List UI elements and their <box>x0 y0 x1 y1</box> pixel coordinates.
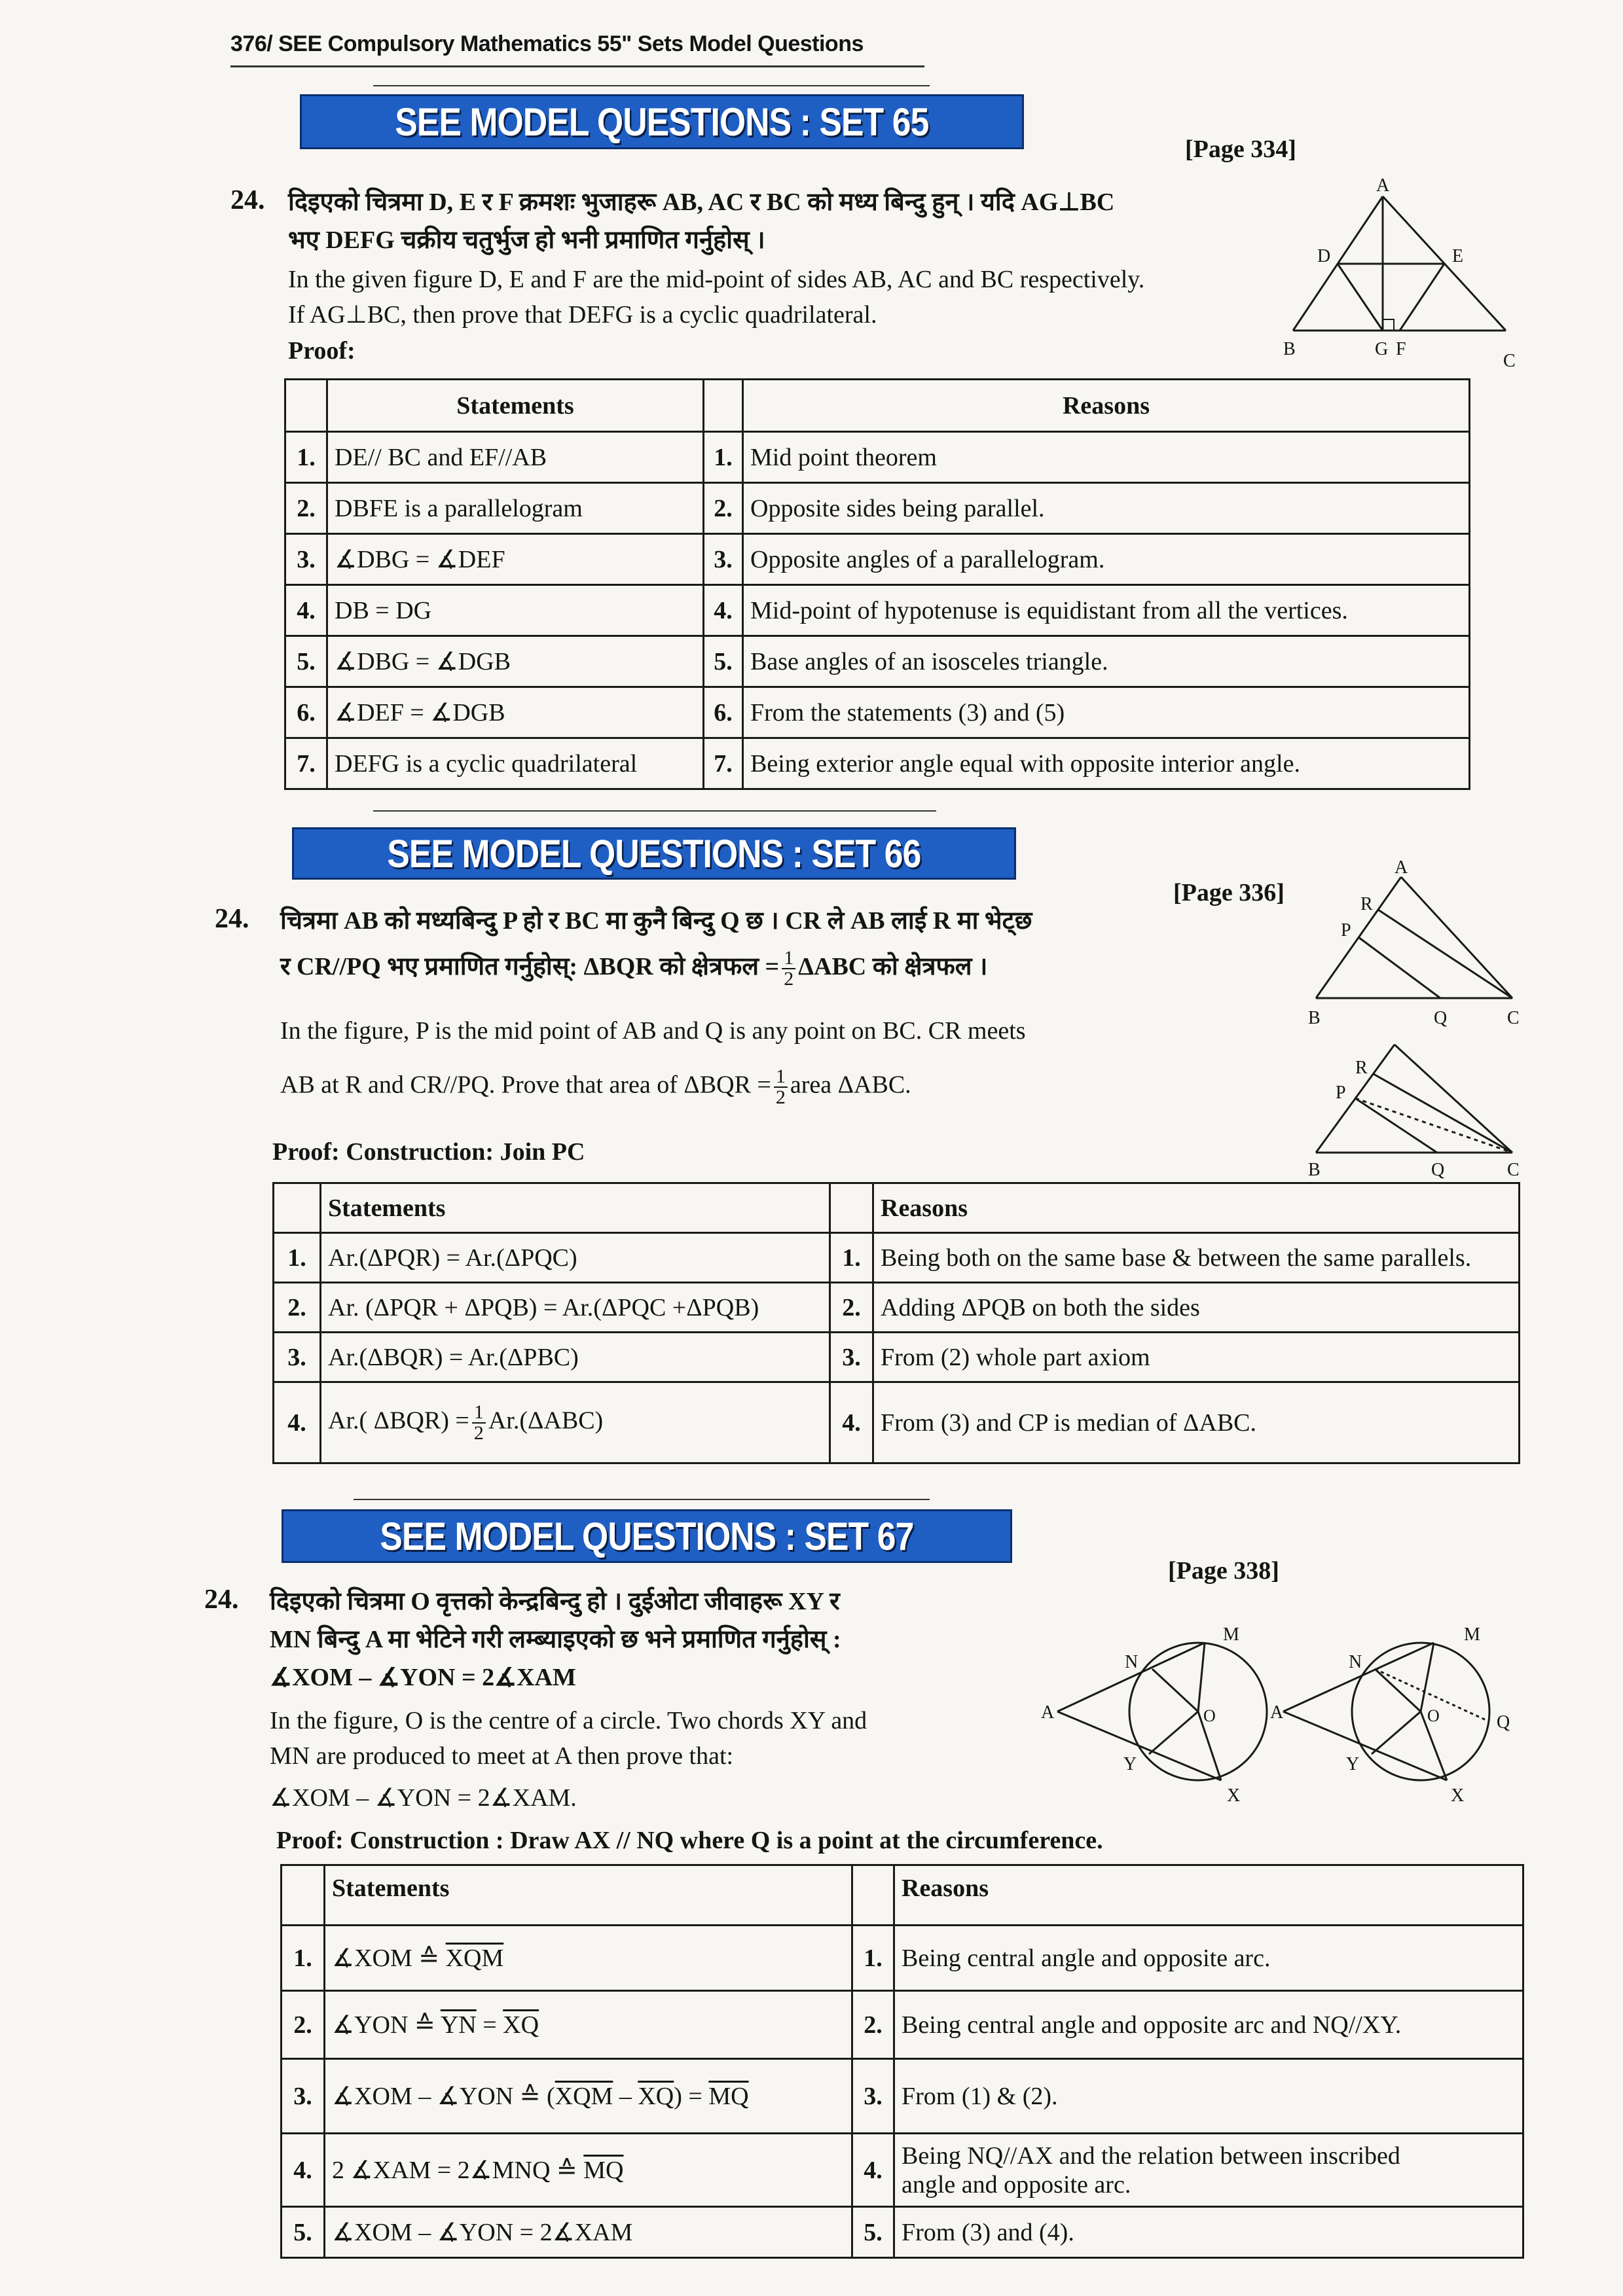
reason-cell: Opposite sides being parallel. <box>743 483 1470 534</box>
set-67-figure-1 <box>1041 1623 1277 1813</box>
set-66-english-line: In the figure, P is the mid point of AB and Q is any point on BC. CR meets <box>280 1017 1026 1045</box>
set-67-proof-label: Proof: Construction : Draw AX // NQ where Q is a point at the circumference. <box>276 1827 1103 1854</box>
figure-segment-rc <box>1378 910 1512 998</box>
table-row <box>285 534 1470 585</box>
set-67-page-ref: [Page 338] <box>1168 1557 1279 1585</box>
row-number: 4. <box>282 2134 325 2207</box>
statement-cell: ∡XOM – ∡YON = 2∡XAM <box>325 2207 852 2258</box>
set-67-proof-table <box>280 1864 1524 2259</box>
figure-line-ax <box>1057 1712 1221 1780</box>
table-row <box>274 1382 1520 1463</box>
set-66-question-number: 24. <box>215 904 249 934</box>
figure-radius-on <box>1375 1669 1421 1712</box>
row-number: 5. <box>852 2207 894 2258</box>
row-number: 7. <box>285 738 327 789</box>
figure-label: E <box>1452 246 1464 266</box>
set-66-banner: SEE MODEL QUESTIONS : SET 66 <box>292 827 1016 880</box>
reason-cell: Being both on the same base & between the same parallels. <box>873 1233 1520 1283</box>
table-row <box>285 687 1470 738</box>
table-row <box>274 1233 1520 1283</box>
statement-cell: DB = DG <box>327 585 704 636</box>
figure-label: P <box>1336 1083 1346 1103</box>
table-header-row <box>282 1865 1523 1926</box>
reason-cell: From the statements (3) and (5) <box>743 687 1470 738</box>
table-row <box>285 432 1470 483</box>
set-67-english-line: MN are produced to meet at A then prove that: <box>270 1742 734 1770</box>
row-number: 4. <box>704 585 743 636</box>
statement-cell: ∡DEF = ∡DGB <box>327 687 704 738</box>
set-65-question-number: 24. <box>230 185 265 215</box>
set-66-page-ref: [Page 336] <box>1173 879 1285 906</box>
set-67-figure-2 <box>1270 1623 1525 1813</box>
divider <box>354 1499 930 1500</box>
row-number: 1. <box>852 1926 894 1991</box>
table-row <box>282 2207 1523 2258</box>
reason-cell: Being central angle and opposite arc and NQ//XY. <box>894 1991 1523 2059</box>
row-number: 1. <box>285 432 327 483</box>
set-66-english-line: AB at R and CR//PQ. Prove that area of ΔBQR = $\frac{1}{2}$ area ΔABC. <box>280 1066 911 1108</box>
row-number: 4. <box>285 585 327 636</box>
set-65-nepali-line: भए DEFG चक्रीय चतुर्भुज हो भनी प्रमाणित गर्नुहोस् । <box>288 226 765 254</box>
row-number: 2. <box>285 483 327 534</box>
row-number: 5. <box>282 2207 325 2258</box>
table-row <box>282 1926 1523 1991</box>
reasons-header: Reasons <box>894 1865 1523 1926</box>
reason-cell: Base angles of an isosceles triangle. <box>743 636 1470 687</box>
statements-header: Statements <box>327 380 704 432</box>
figure-segment-ef <box>1400 264 1444 331</box>
set-65-proof-label: Proof: <box>288 337 356 365</box>
figure-label: X <box>1227 1785 1241 1806</box>
statement-cell: Ar. (ΔPQR + ΔPQB) = Ar.(ΔPQC +ΔPQB) <box>321 1283 830 1333</box>
figure-label: P <box>1341 920 1351 941</box>
figure-label: Q <box>1431 1160 1445 1180</box>
figure-label: R <box>1360 894 1373 914</box>
row-number: 5. <box>285 636 327 687</box>
reason-cell: Mid-point of hypotenuse is equidistant from all the vertices. <box>743 585 1470 636</box>
row-number: 6. <box>704 687 743 738</box>
statement-cell: DBFE is a parallelogram <box>327 483 704 534</box>
set-65-page-ref: [Page 334] <box>1185 135 1296 163</box>
figure-radius-om <box>1198 1643 1205 1712</box>
figure-label: Y <box>1123 1754 1137 1774</box>
row-number: 2. <box>852 1991 894 2059</box>
row-number: 4. <box>852 2134 894 2207</box>
row-number: 5. <box>704 636 743 687</box>
row-number: 4. <box>830 1382 873 1463</box>
table-header-row <box>285 380 1470 432</box>
row-number: 1. <box>274 1233 321 1283</box>
figure-label: A <box>1376 177 1390 196</box>
reason-cell: Being NQ//AX and the relation between inscribed angle and opposite arc. <box>894 2134 1523 2207</box>
set-67-nepali-line: दिइएको चित्रमा O वृत्तको केन्द्रबिन्दु हो । दुईओटा जीवाहरू XY र <box>270 1588 840 1615</box>
figure-label: G <box>1375 339 1389 359</box>
reasons-header: Reasons <box>873 1183 1520 1233</box>
figure-segment-dg <box>1338 264 1383 331</box>
set-67-question-number: 24. <box>204 1585 239 1615</box>
table-row <box>285 585 1470 636</box>
reason-cell: Being exterior angle equal with opposite interior angle. <box>743 738 1470 789</box>
figure-label: Q <box>1497 1712 1510 1732</box>
figure-segment-pq <box>1359 937 1440 998</box>
figure-label: B <box>1308 1008 1321 1028</box>
figure-label: C <box>1507 1160 1520 1180</box>
figure-label: C <box>1503 351 1516 371</box>
set-67-nepali-line: ∡XOM – ∡YON = 2∡XAM <box>270 1664 576 1691</box>
statement-cell: 2 ∡XAM = 2∡MNQ ≙ $\overline{MQ}$ <box>325 2134 852 2207</box>
figure-label: Y <box>1346 1754 1360 1774</box>
row-number: 1. <box>704 432 743 483</box>
reason-cell: Being central angle and opposite arc. <box>894 1926 1523 1991</box>
figure-label: N <box>1349 1652 1362 1672</box>
reason-cell: From (3) and CP is median of ΔABC. <box>873 1382 1520 1463</box>
set-65-english-line: If AG⊥BC, then prove that DEFG is a cyclic quadrilateral. <box>288 301 877 329</box>
table-header-row <box>274 1183 1520 1233</box>
row-number: 2. <box>274 1283 321 1333</box>
row-number: 3. <box>274 1333 321 1382</box>
running-header: 376/ SEE Compulsory Mathematics 55" Sets Model Questions <box>230 31 864 56</box>
figure-side-ac <box>1401 877 1512 998</box>
set-66-figure-1 <box>1303 857 1525 1041</box>
table-row <box>285 738 1470 789</box>
divider <box>230 65 924 67</box>
figure-segment-pq <box>1355 1098 1437 1153</box>
reason-cell: Opposite angles of a parallelogram. <box>743 534 1470 585</box>
row-number: 3. <box>285 534 327 585</box>
figure-segment-rc <box>1374 1074 1512 1153</box>
statement-cell: ∡DBG = ∡DGB <box>327 636 704 687</box>
statement-cell: DE// BC and EF//AB <box>327 432 704 483</box>
set-66-nepali-line: र CR//PQ भए प्रमाणित गर्नुहोस्: ΔBQR को क्षेत्रफल = $\frac{1}{2}$ ΔABC को क्षेत्रफल । <box>280 947 988 990</box>
figure-label: Q <box>1434 1008 1448 1028</box>
reasons-header: Reasons <box>743 380 1470 432</box>
figure-label: B <box>1308 1160 1321 1180</box>
set-65-nepali-line: दिइएको चित्रमा D, E र F क्रमशः भुजाहरू AB, AC र BC को मध्य बिन्दु हुन् । यदि AG⊥BC <box>288 188 1115 216</box>
set-67-banner: SEE MODEL QUESTIONS : SET 67 <box>282 1509 1012 1563</box>
figure-label: B <box>1283 339 1296 359</box>
figure-label: D <box>1317 246 1331 266</box>
set-67-nepali-line: MN बिन्दु A मा भेटिने गरी लम्ब्याइएको छ भने प्रमाणित गर्नुहोस् : <box>270 1626 841 1653</box>
row-number: 2. <box>830 1283 873 1333</box>
table-row <box>282 2059 1523 2134</box>
set-65-figure <box>1283 177 1519 380</box>
reason-cell: From (2) whole part axiom <box>873 1333 1520 1382</box>
figure-radius-oy <box>1149 1712 1198 1754</box>
figure-segment-pc <box>1355 1098 1512 1153</box>
figure-label: O <box>1203 1706 1216 1725</box>
statement-cell: ∡YON ≙ $\overline{YN} = \overline{XQ}$ <box>325 1991 852 2059</box>
row-number: 3. <box>852 2059 894 2134</box>
row-number: 2. <box>282 1991 325 2059</box>
figure-label: A <box>1270 1702 1284 1723</box>
statement-cell: Ar.(ΔBQR) = Ar.(ΔPBC) <box>321 1333 830 1382</box>
set-66-proof-label: Proof: Construction: Join PC <box>272 1138 585 1166</box>
row-number: 1. <box>830 1233 873 1283</box>
set-67-english-line: ∡XOM – ∡YON = 2∡XAM. <box>270 1784 577 1812</box>
row-number: 2. <box>704 483 743 534</box>
figure-label: R <box>1355 1058 1368 1078</box>
table-row <box>274 1333 1520 1382</box>
figure-line-ax <box>1283 1712 1447 1780</box>
figure-radius-on <box>1152 1669 1198 1712</box>
figure-label: N <box>1125 1652 1139 1672</box>
reason-cell: From (1) & (2). <box>894 2059 1523 2134</box>
statements-header: Statements <box>321 1183 830 1233</box>
table-row <box>285 636 1470 687</box>
set-65-proof-table <box>284 378 1470 790</box>
set-65-english-line: In the given figure D, E and F are the mid-point of sides AB, AC and BC respectively. <box>288 266 1145 293</box>
row-number: 6. <box>285 687 327 738</box>
statement-cell: ∡XOM ≙ $\overline{XQM}$ <box>325 1926 852 1991</box>
statement-cell: ∡DBG = ∡DEF <box>327 534 704 585</box>
figure-label: C <box>1507 1008 1520 1028</box>
reason-cell: Adding ΔPQB on both the sides <box>873 1283 1520 1333</box>
divider <box>373 810 936 812</box>
statements-header: Statements <box>325 1865 852 1926</box>
reason-cell: Mid point theorem <box>743 432 1470 483</box>
statement-cell: ∡XOM – ∡YON ≙ $(\overline{XQM} - \overline{XQ}) = \overline{MQ}$ <box>325 2059 852 2134</box>
set-66-proof-table <box>272 1182 1520 1464</box>
figure-label: O <box>1427 1706 1440 1725</box>
table-row <box>282 1991 1523 2059</box>
row-number: 3. <box>282 2059 325 2134</box>
set-65-banner: SEE MODEL QUESTIONS : SET 65 <box>300 94 1024 149</box>
table-row <box>285 483 1470 534</box>
figure-radius-om <box>1421 1643 1434 1712</box>
figure-label: A <box>1395 857 1408 878</box>
set-66-nepali-line: चित्रमा AB को मध्यबिन्दु P हो र BC मा कुनै बिन्दु Q छ । CR ले AB लाई R मा भेट्छ <box>280 907 1032 935</box>
statement-cell: Ar.( ΔBQR) = $\frac{1}{2}$ Ar.(ΔABC) <box>321 1382 830 1463</box>
figure-label: M <box>1223 1624 1239 1645</box>
table-row <box>274 1283 1520 1333</box>
right-angle-mark <box>1383 319 1394 331</box>
figure-radius-oy <box>1372 1712 1421 1754</box>
reason-cell: From (3) and (4). <box>894 2207 1523 2258</box>
row-number: 3. <box>704 534 743 585</box>
row-number: 4. <box>274 1382 321 1463</box>
figure-label: M <box>1464 1624 1480 1645</box>
figure-label: X <box>1451 1785 1465 1806</box>
set-66-figure-2 <box>1303 1038 1525 1189</box>
row-number: 1. <box>282 1926 325 1991</box>
statement-cell: Ar.(ΔPQR) = Ar.(ΔPQC) <box>321 1233 830 1283</box>
divider <box>373 85 930 86</box>
figure-label: A <box>1041 1702 1055 1723</box>
table-row <box>282 2134 1523 2207</box>
row-number: 3. <box>830 1333 873 1382</box>
statement-cell: DEFG is a cyclic quadrilateral <box>327 738 704 789</box>
figure-label: F <box>1396 339 1406 359</box>
set-67-english-line: In the figure, O is the centre of a circle. Two chords XY and <box>270 1707 867 1734</box>
row-number: 7. <box>704 738 743 789</box>
